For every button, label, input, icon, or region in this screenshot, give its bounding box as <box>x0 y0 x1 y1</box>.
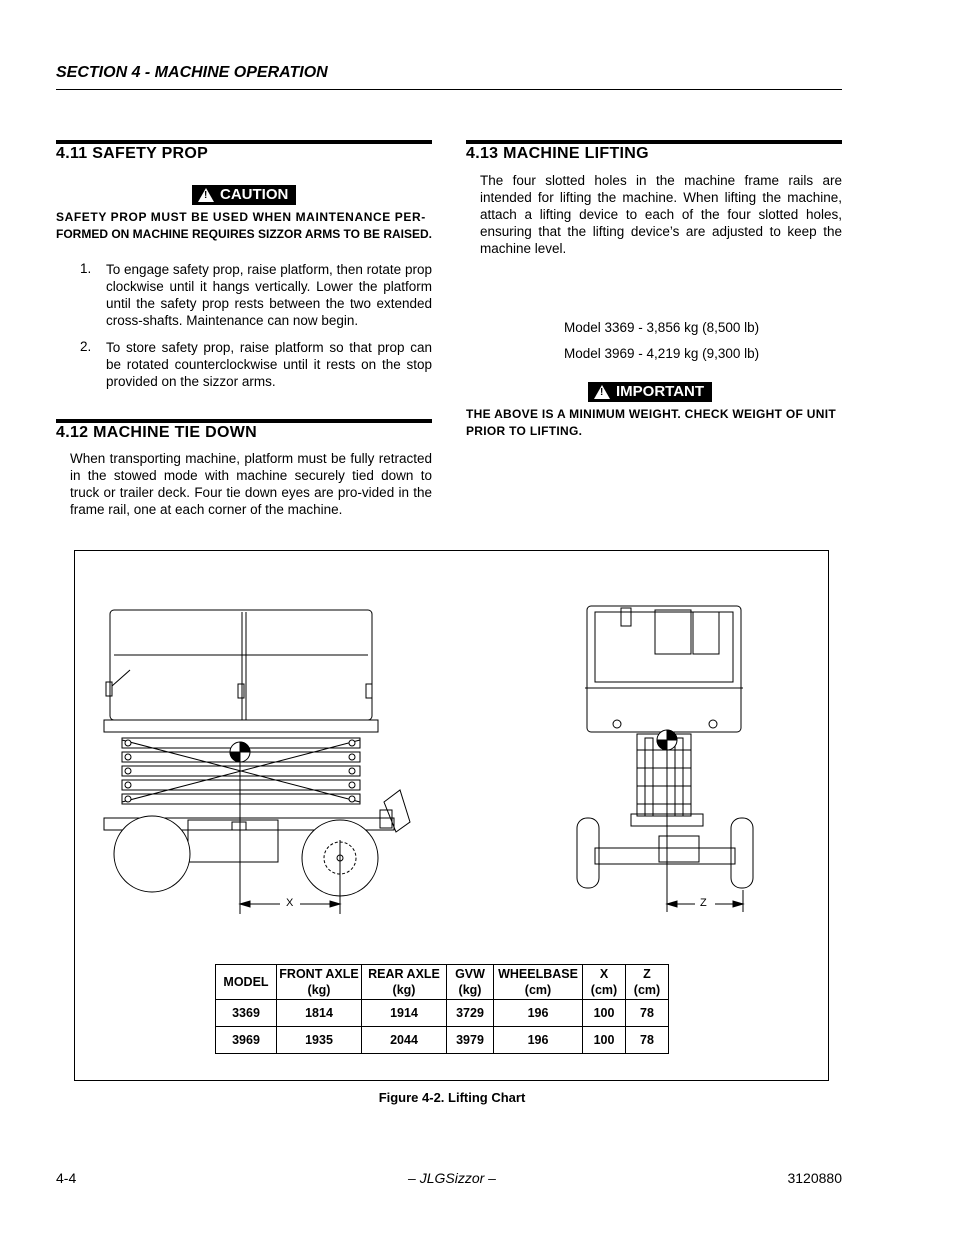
lifting-text: The four slotted holes in the machine frame rails are intended for lifting the machine. When lifting the machine, attach a lifting device to each of the four slotted holes, ensuring that the lifting device’s are adjusted to keep the machine level. <box>480 173 842 256</box>
side-view-illustration <box>100 600 420 920</box>
list-number-2: 2. <box>80 339 92 354</box>
section-rule-tie-down <box>56 419 432 423</box>
important-line-1: THE ABOVE IS A MINIMUM WEIGHT. CHECK WEIGHT OF UNIT <box>466 407 836 421</box>
cell-z: 78 <box>626 1000 669 1027</box>
caution-text <box>56 209 434 243</box>
cell-z: 78 <box>626 1027 669 1054</box>
cell-wheelbase: 196 <box>494 1027 583 1054</box>
cell-front-axle: 1935 <box>277 1027 362 1054</box>
col-header-model: MODEL <box>216 965 277 1000</box>
caution-label: CAUTION <box>220 186 289 203</box>
dimension-x-label: X <box>286 897 294 909</box>
caution-badge <box>192 185 296 205</box>
section-title: SECTION 4 - MACHINE OPERATION <box>56 64 328 81</box>
heading-tie-down: 4.12 MACHINE TIE DOWN <box>56 424 257 441</box>
heading-safety-prop: 4.11 SAFETY PROP <box>56 145 209 162</box>
cell-front-axle: 1814 <box>277 1000 362 1027</box>
cell-gvw: 3729 <box>447 1000 494 1027</box>
cell-rear-axle: 1914 <box>362 1000 447 1027</box>
heading-lifting: 4.13 MACHINE LIFTING <box>466 145 649 162</box>
cell-x: 100 <box>583 1027 626 1054</box>
tie-down-text: When transporting machine, platform must be fully retracted in the stowed mode with machine securely tied down to truck or trailer deck. Four tie down eyes are pro-vided in the frame rail, one at each corner of the machine. <box>70 451 432 517</box>
col-header-front-axle: FRONT AXLE (kg) <box>277 965 362 1000</box>
important-label: IMPORTANT <box>616 383 705 400</box>
list-number-1: 1. <box>80 261 92 276</box>
table-header-row <box>216 965 669 1000</box>
warning-triangle-icon: ! <box>594 385 610 399</box>
lifting-chart-table <box>215 964 669 1054</box>
important-text <box>466 406 844 440</box>
model-3369-weight: Model 3369 - 3,856 kg (8,500 lb) <box>564 320 760 335</box>
col-header-gvw: GVW (kg) <box>447 965 494 1000</box>
caution-line-1: SAFETY PROP MUST BE USED WHEN MAINTENANCE PER- <box>56 210 426 224</box>
table-row <box>216 1027 669 1054</box>
header-divider <box>56 89 842 90</box>
table-row <box>216 1000 669 1027</box>
cell-model: 3369 <box>216 1000 277 1027</box>
col-header-rear-axle: REAR AXLE (kg) <box>362 965 447 1000</box>
model-3969-weight: Model 3969 - 4,219 kg (9,300 lb) <box>564 346 760 361</box>
footer-center: – JLGSizzor – <box>408 1170 496 1186</box>
doc-number: 3120880 <box>787 1170 842 1186</box>
section-rule-lifting <box>466 140 842 144</box>
important-line-2: PRIOR TO LIFTING. <box>466 424 583 438</box>
list-item-1: To engage safety prop, raise platform, then rotate prop clockwise until it hangs vertically. Lower the platform until the safety prop rests between the two extended cross-shafts. Maintenance can now begin. <box>106 262 432 328</box>
dimension-z-label: Z <box>700 897 707 909</box>
page-number: 4-4 <box>56 1170 77 1186</box>
col-header-z: Z (cm) <box>626 965 669 1000</box>
important-badge <box>588 382 712 402</box>
section-rule-safety-prop <box>56 140 432 144</box>
col-header-x: X (cm) <box>583 965 626 1000</box>
caution-line-2: FORMED ON MACHINE REQUIRES SIZZOR ARMS TO BE RAISED. <box>56 227 433 241</box>
cell-model: 3969 <box>216 1027 277 1054</box>
cell-wheelbase: 196 <box>494 1000 583 1027</box>
cell-rear-axle: 2044 <box>362 1027 447 1054</box>
warning-triangle-icon: ! <box>198 188 214 202</box>
col-header-wheelbase: WHEELBASE (cm) <box>494 965 583 1000</box>
cell-gvw: 3979 <box>447 1027 494 1054</box>
front-view-illustration <box>575 600 755 920</box>
list-item-2: To store safety prop, raise platform so that prop can be rotated counterclockwise until it rests on the stop provided on the sizzor arms. <box>106 340 432 389</box>
figure-caption: Figure 4-2. Lifting Chart <box>378 1090 526 1105</box>
cell-x: 100 <box>583 1000 626 1027</box>
